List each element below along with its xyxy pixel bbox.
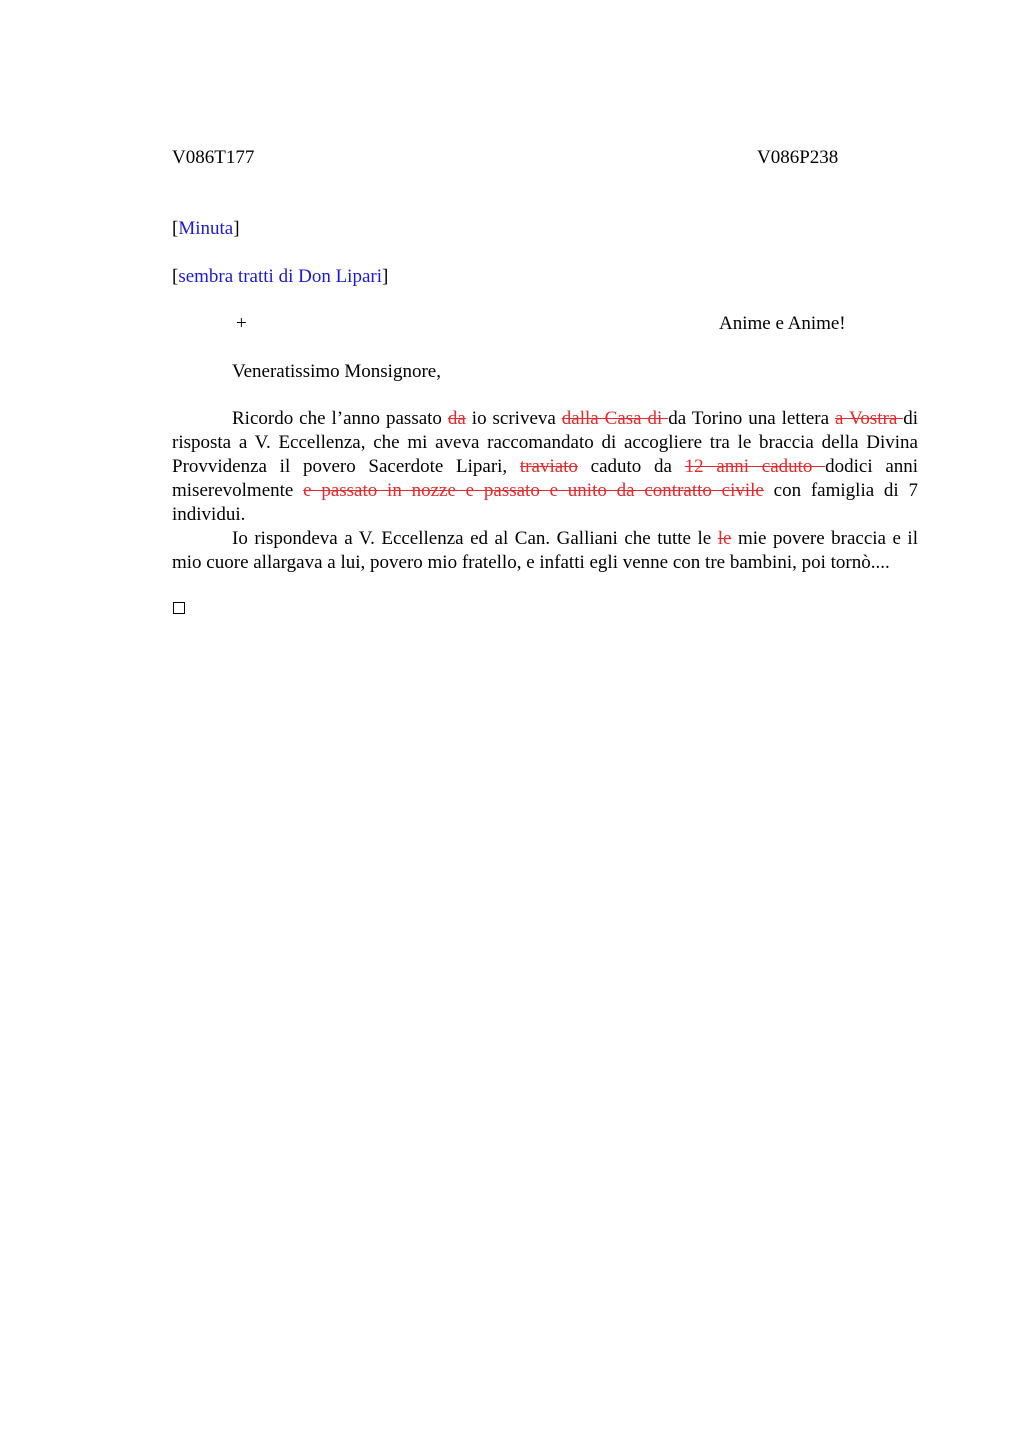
minuta-label: Minuta [178,218,234,239]
letter-body [172,407,918,575]
text-segment: io scriveva [465,408,562,429]
text-segment: Io rispondeva a V. Eccellenza ed al Can. Galliani che tutte le [232,528,718,549]
deleted-text: e passato in nozze e passato e unito da contratto civile [303,480,764,501]
bracket-open: [ [172,218,179,239]
text-segment: mie povere braccia e il mio cuore allargava a lui, povero mio fratello, e infatti egli venne con tre bambini, poi tornò.... [172,528,918,573]
salutation: Veneratissimo Monsignore, [232,361,441,382]
paragraph-2 [172,527,918,575]
document-code-left: V086T177 [172,147,255,168]
text-segment: di risposta a V. Eccellenza, che mi aveva raccomandato di accogliere tra le braccia della Divina Provvidenza il povero Sacerdote Lipari, [172,408,918,477]
deleted-text: dalla Casa di [561,408,669,429]
end-square-icon [173,602,185,614]
text-segment: dodici anni miserevolmente [172,456,919,501]
attribution-note [172,265,388,289]
bracket-close: ] [382,266,389,287]
deleted-text: 12 anni caduto [684,456,826,477]
document-code-right: V086P238 [757,147,839,168]
deleted-text: a Vostra [835,408,904,429]
paragraph-1 [172,407,918,527]
motto: Anime e Anime! [719,313,846,334]
text-segment: da Torino una lettera [668,408,835,429]
text-segment: Ricordo che l’anno passato [232,408,448,429]
text-segment: con famiglia di 7 individui. [172,480,918,525]
deleted-text: da [447,408,466,429]
attribution-label: sembra tratti di Don Lipari [178,266,382,287]
cross-symbol: + [236,313,247,334]
text-segment: caduto da [577,456,685,477]
bracket-open: [ [172,266,179,287]
deleted-text: traviato [519,456,578,477]
deleted-text: le [717,528,732,549]
bracket-close: ] [233,218,240,239]
minuta-note [172,217,240,241]
